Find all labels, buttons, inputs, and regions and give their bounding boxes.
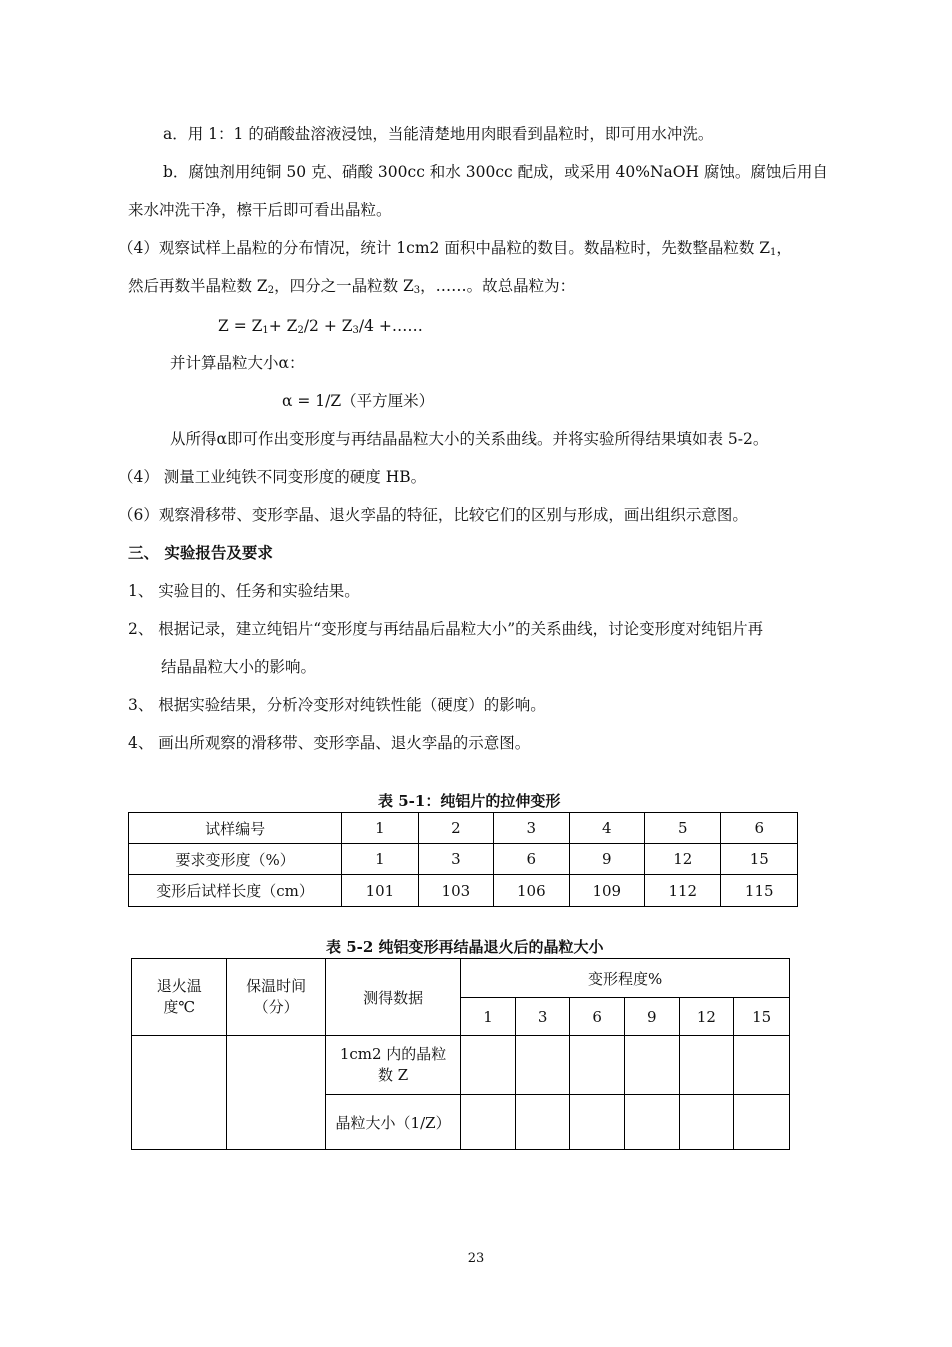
deform-value-cell: 3: [515, 998, 570, 1036]
empty-data-cell: [624, 1095, 679, 1150]
empty-data-cell: [570, 1095, 625, 1150]
table-cell: 试样编号: [129, 813, 342, 844]
table-cell: 1: [342, 813, 418, 844]
report-item-2-line1: 2、 根据记录，建立纯铝片“变形度与再结晶后晶粒大小”的关系曲线，讨论变形度对纯铝片再: [128, 620, 764, 638]
table1: [128, 812, 798, 907]
observe-paragraph: （6）观察滑移带、变形孪晶、退火孪晶的特征，比较它们的区别与形成，画出组织示意图。: [118, 506, 748, 524]
table-cell: 5: [645, 813, 721, 844]
paragraph-b-line2: 来水冲洗干净，檫干后即可看出晶粒。: [128, 201, 392, 219]
table-cell: 要求变形度（%）: [129, 844, 342, 875]
empty-data-cell: [734, 1036, 790, 1095]
row-label-grain-size: 晶粒大小（1/Z）: [325, 1095, 460, 1150]
paragraph-4-line2: 然后再数半晶粒数 $Z_2$，四分之一晶粒数 $Z_3$，……。故总晶粒为：: [128, 277, 576, 296]
page-number: 23: [467, 1251, 485, 1266]
empty-temp-cell: [132, 1036, 227, 1150]
report-item-4: 4、 画出所观察的滑移带、变形孪晶、退火孪晶的示意图。: [128, 734, 531, 752]
total-grain-formula: $Z = Z_1+ Z_2/2 + Z_3/4$ +……: [218, 317, 423, 336]
deform-value-cell: 1: [461, 998, 516, 1036]
empty-data-cell: [570, 1036, 625, 1095]
header-hold-time: 保温时间 （分）: [227, 959, 326, 1036]
empty-data-cell: [461, 1036, 516, 1095]
table-cell: 3: [494, 813, 569, 844]
alpha-formula: α = 1/Z（平方厘米）: [282, 392, 435, 410]
table2: [131, 958, 790, 1150]
table-row: [132, 1036, 790, 1095]
table-row: [129, 844, 798, 875]
table-cell: 103: [418, 875, 493, 907]
table-cell: 109: [569, 875, 644, 907]
empty-data-cell: [515, 1036, 570, 1095]
table-cell: 9: [569, 844, 644, 875]
empty-time-cell: [227, 1036, 326, 1150]
table-cell: 6: [721, 813, 798, 844]
empty-data-cell: [624, 1036, 679, 1095]
table-cell: 变形后试样长度（cm）: [129, 875, 342, 907]
table-row: [129, 875, 798, 907]
table-cell: 1: [342, 844, 418, 875]
table-cell: 115: [721, 875, 798, 907]
deform-value-cell: 15: [734, 998, 790, 1036]
table2-caption: 表 5-2 纯铝变形再结晶退火后的晶粒大小: [326, 938, 604, 956]
empty-data-cell: [461, 1095, 516, 1150]
table-row: [132, 959, 790, 998]
report-item-2-line2: 结晶晶粒大小的影响。: [161, 658, 317, 676]
table-cell: 2: [418, 813, 493, 844]
row-label-grain-count: 1cm2 内的晶粒 数 Z: [325, 1036, 460, 1095]
deform-value-cell: 9: [624, 998, 679, 1036]
paragraph-a: a．用 1：1 的硝酸盐溶液浸蚀，当能清楚地用肉眼看到晶粒时，即可用水冲洗。: [163, 125, 714, 143]
table-cell: 112: [645, 875, 721, 907]
section-heading: 三、 实验报告及要求: [128, 543, 273, 562]
empty-data-cell: [734, 1095, 790, 1150]
table-cell: 106: [494, 875, 569, 907]
table-cell: 3: [418, 844, 493, 875]
header-anneal-temp: 退火温 度℃: [132, 959, 227, 1036]
deform-value-cell: 6: [570, 998, 625, 1036]
empty-data-cell: [679, 1095, 734, 1150]
report-item-1: 1、 实验目的、任务和实验结果。: [128, 582, 360, 600]
table-cell: 15: [721, 844, 798, 875]
hardness-paragraph: （4） 测量工业纯铁不同变形度的硬度 HB。: [118, 468, 427, 486]
header-deformation-degree: 变形程度%: [461, 959, 790, 998]
report-item-3: 3、 根据实验结果，分析冷变形对纯铁性能（硬度）的影响。: [128, 696, 546, 714]
paragraph-4-line1: （4）观察试样上晶粒的分布情况，统计 1cm2 面积中晶粒的数目。数晶粒时，先数整晶粒数 $Z_1$，: [118, 239, 792, 258]
curve-paragraph: 从所得α即可作出变形度与再结晶晶粒大小的关系曲线。并将实验所得结果填如表 5-2。: [170, 430, 769, 448]
header-measured-data: 测得数据: [325, 959, 460, 1036]
empty-data-cell: [679, 1036, 734, 1095]
empty-data-cell: [515, 1095, 570, 1150]
paragraph-b-line1: b．腐蚀剂用纯铜 50 克、硝酸 300cc 和水 300cc 配成，或采用 40%NaOH 腐蚀。腐蚀后用自: [163, 163, 828, 181]
table-cell: 101: [342, 875, 418, 907]
table-cell: 6: [494, 844, 569, 875]
deform-value-cell: 12: [679, 998, 734, 1036]
table-cell: 12: [645, 844, 721, 875]
table-row: [129, 813, 798, 844]
table1-caption: 表 5-1：纯铝片的拉伸变形: [378, 792, 561, 810]
table-cell: 4: [569, 813, 644, 844]
calc-grain-size-text: 并计算晶粒大小α：: [170, 354, 305, 372]
